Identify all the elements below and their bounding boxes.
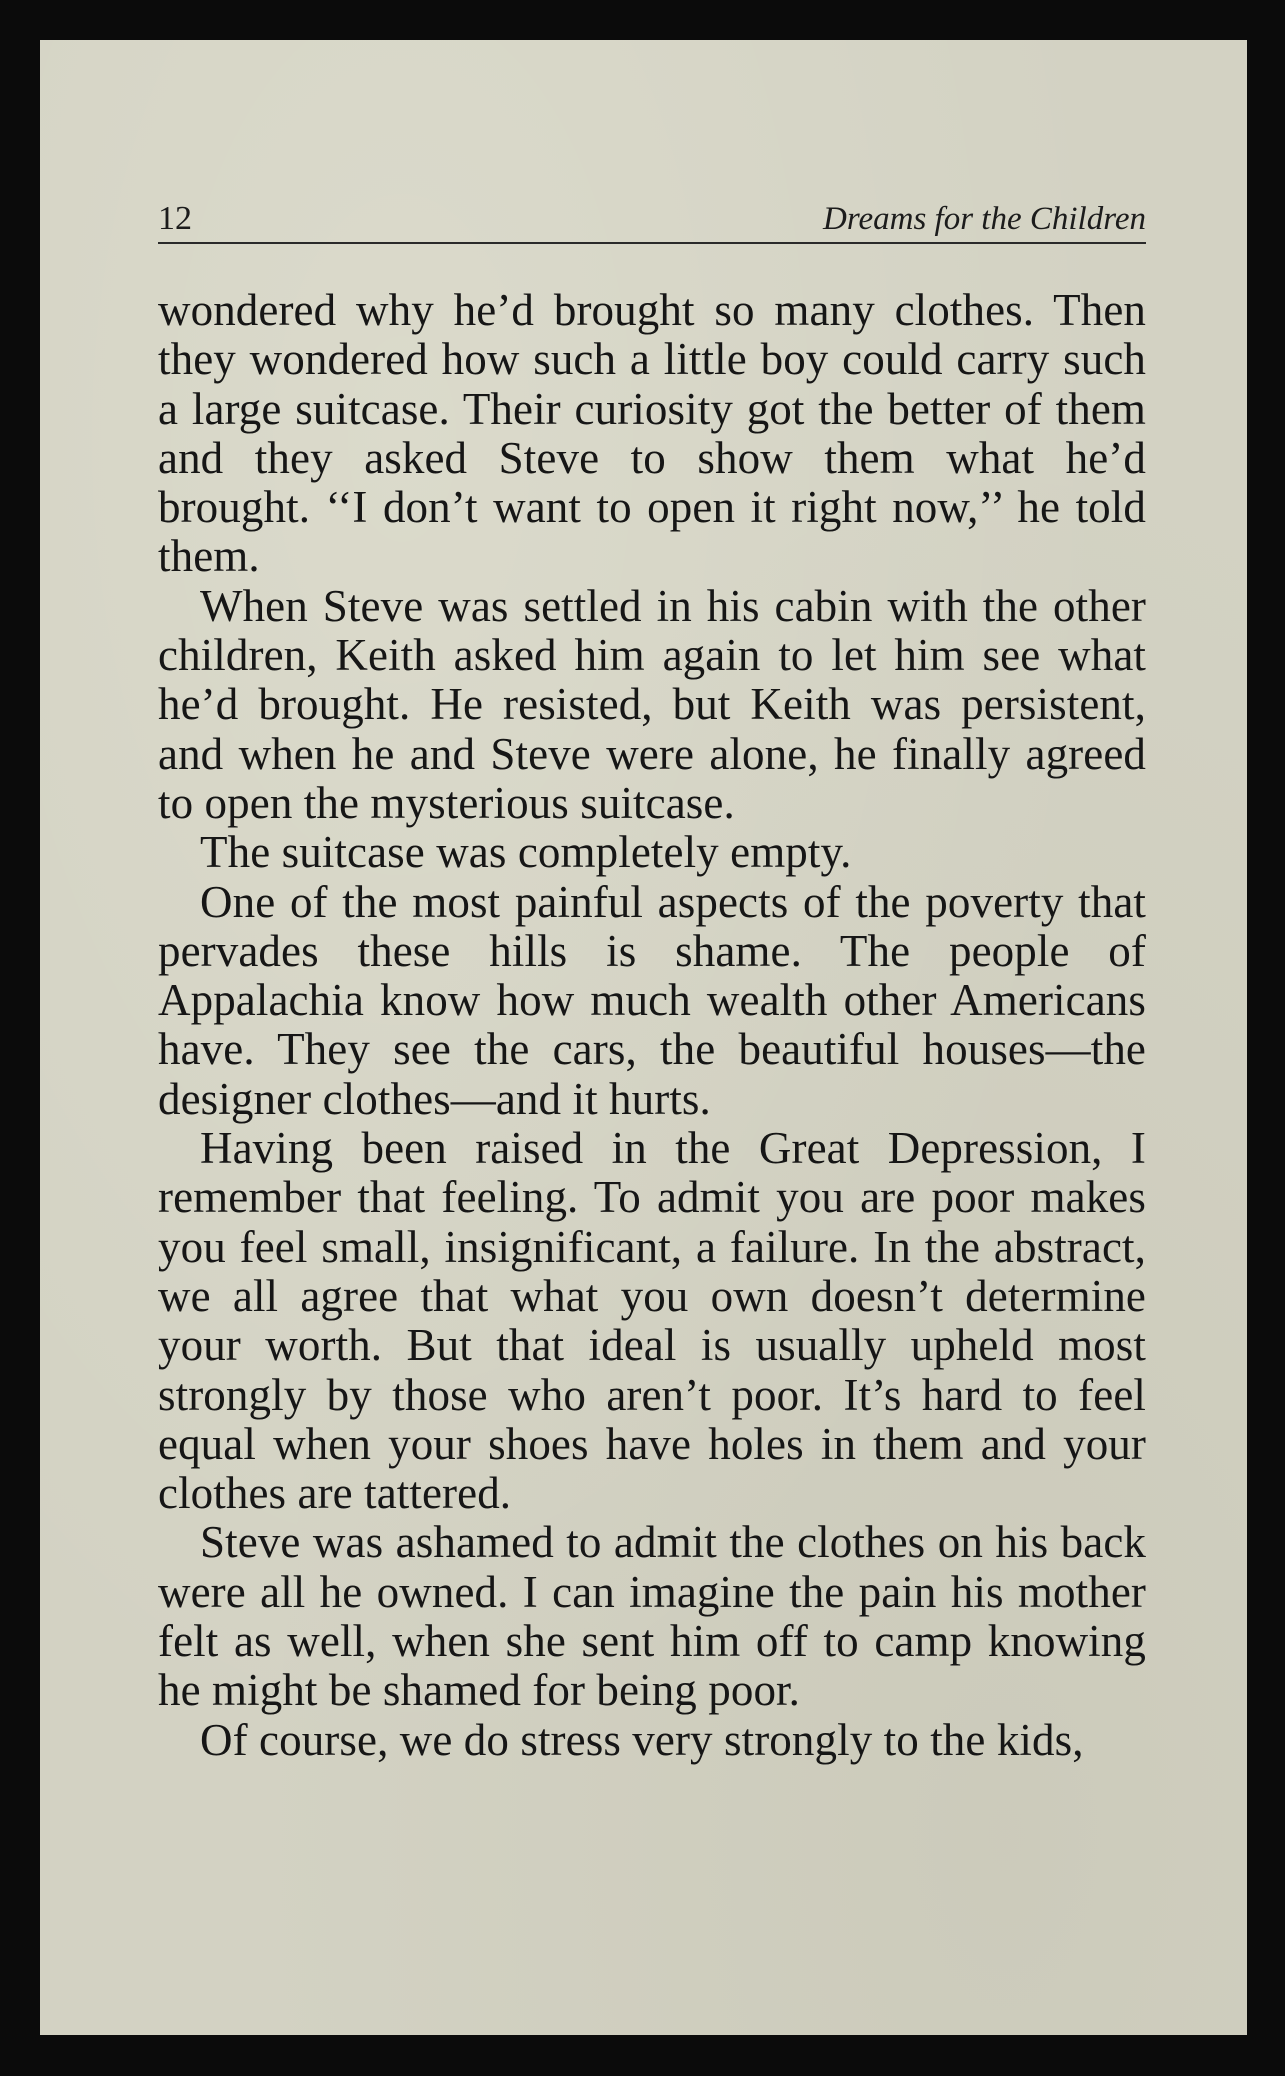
paragraph: Having been raised in the Great Depression, I remember that feeling. To admit you are poor makes you feel small, insignificant, a failure. In the abstract, we all agree that what you own doesn’t determine your worth. But that ideal is usually upheld most strongly by those who aren’t poor. It’s hard to feel equal when your shoes have holes in them and your clothes are tattered. (158, 1123, 1146, 1519)
paragraph-continued: wondered why he’d brought so many clothes. Then they wondered how such a little boy could carry such a large suitcase. Their curiosity got the better of them and they asked Steve to show them what he’d brought. ‘‘I don’t want to open it right now,’’ he told them. (158, 285, 1146, 582)
paragraph: When Steve was settled in his cabin with the other children, Keith asked him again to let him see what he’d brought. He resisted, but Keith was persistent, and when he and Steve were alone, he finally agreed to open the mysterious suitcase. (158, 580, 1146, 828)
paragraph: One of the most painful aspects of the poverty that pervades these hills is shame. The people of Appalachia know how much wealth other Americans have. They see the cars, the beautiful houses—the designer clothes—and it hurts. (158, 876, 1146, 1124)
book-page (40, 40, 1247, 2035)
header-rule (158, 242, 1146, 244)
paragraph: Steve was ashamed to admit the clothes on his back were all he owned. I can imagine the pain his mother felt as well, when she sent him off to camp knowing he might be shamed for being poor. (158, 1517, 1146, 1716)
page-number: 12 (158, 200, 192, 237)
paragraph: The suitcase was completely empty. (200, 827, 852, 878)
paragraph-unfinished: Of course, we do stress very strongly to the kids, (200, 1714, 1084, 1765)
running-head (158, 158, 1146, 244)
running-title: Dreams for the Children (823, 201, 1146, 237)
body-text (158, 286, 1146, 1765)
